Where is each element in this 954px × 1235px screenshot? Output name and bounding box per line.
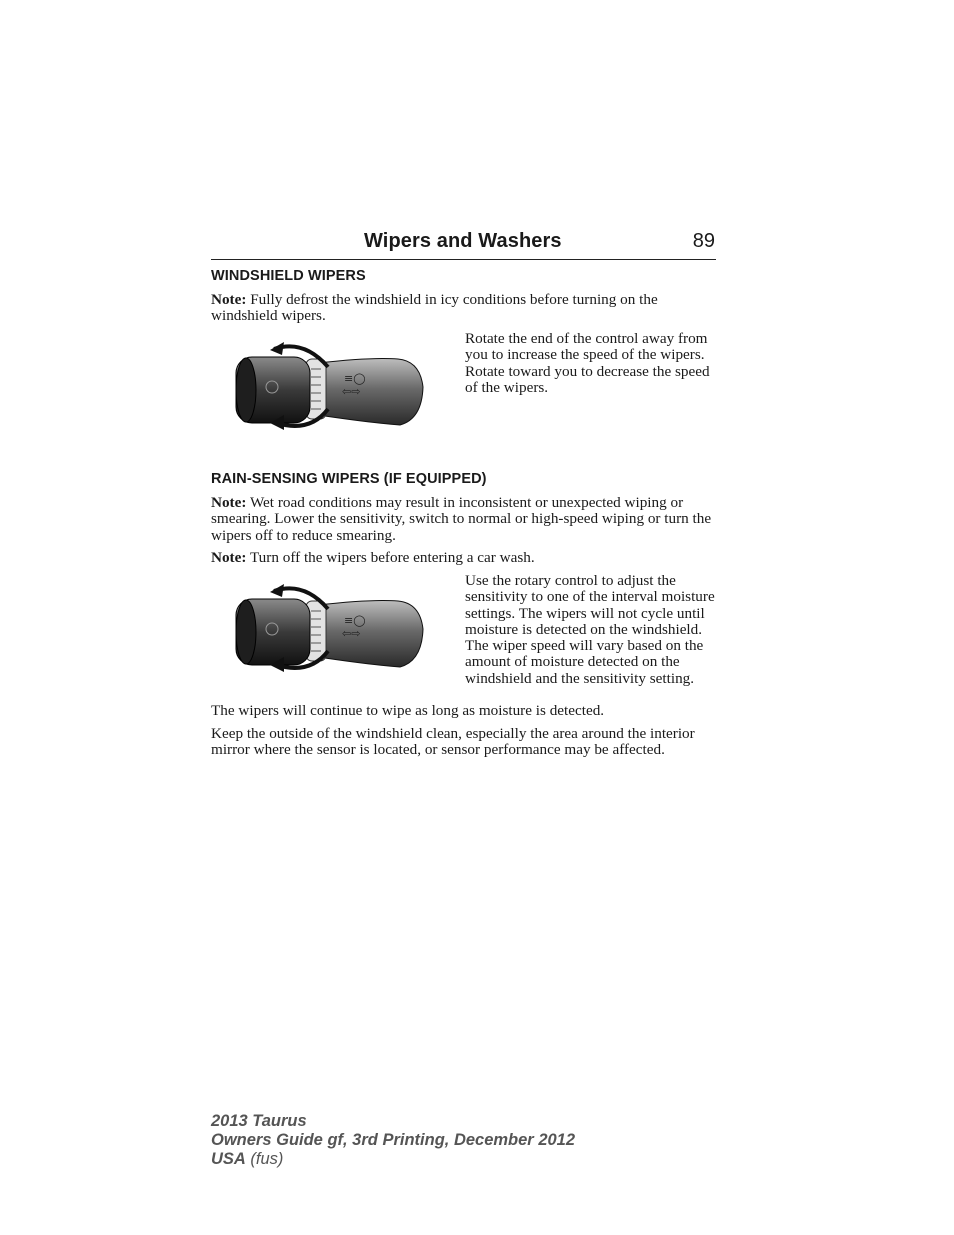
note-text: Turn off the wipers before entering a car wash. — [246, 549, 535, 566]
paragraph-moisture-wipe: The wipers will continue to wipe as long as moisture is detected. — [211, 702, 605, 719]
rain-sensing-rotary-control-illustration — [232, 579, 426, 674]
footer-market — [211, 1150, 575, 1169]
footer-guide-edition: Owners Guide gf, 3rd Printing, December 2012 — [211, 1131, 576, 1149]
svg-text:≡◯: ≡◯ — [344, 372, 366, 385]
note-wet-road — [211, 495, 717, 544]
footer-model: 2013 Taurus — [211, 1112, 307, 1130]
wiper-speed-instructions: Rotate the end of the control away from you to increase the speed of the wipers. Rotate toward you to decrease the speed of the wipers. — [465, 330, 710, 396]
note-car-wash — [211, 550, 717, 566]
section-heading-windshield-wipers: WINDSHIELD WIPERS — [211, 268, 366, 284]
svg-text:⇦⇨: ⇦⇨ — [342, 627, 361, 640]
svg-text:≡◯: ≡◯ — [344, 614, 366, 627]
wiper-control-stalk-illustration — [232, 337, 426, 432]
section-heading-rain-sensing-wipers: RAIN-SENSING WIPERS (IF EQUIPPED) — [211, 471, 487, 487]
note-text: Fully defrost the windshield in icy conditions before turning on the windshield wipers. — [211, 291, 658, 325]
rotary-sensitivity-instructions: Use the rotary control to adjust the sensitivity to one of the interval moisture settings. The wipers will not cycle until moisture is detected on the windshield. The wiper speed will vary based on the amount of moisture detected on the windshield and the sensitivity setting. — [465, 572, 715, 687]
note-label: Note: — [211, 494, 247, 511]
page-header — [211, 229, 716, 260]
svg-text:⇦⇨: ⇦⇨ — [342, 385, 361, 398]
page-footer — [211, 1112, 575, 1169]
chapter-title: Wipers and Washers — [364, 230, 562, 252]
page-number: 89 — [692, 230, 715, 252]
note-text: Wet road conditions may result in inconsistent or unexpected wiping or smearing. Lower the sensitivity, switch to normal or high-speed wiping or turn the wipers off to reduce smearing. — [211, 494, 712, 544]
note-defrost — [211, 292, 717, 325]
paragraph-keep-windshield-clean: Keep the outside of the windshield clean, especially the area around the interior mirror where the sensor is located, or sensor performance may be affected. — [211, 725, 695, 759]
footer-region-code: (fus) — [245, 1150, 284, 1168]
footer-region: USA — [211, 1150, 246, 1168]
note-label: Note: — [211, 549, 247, 566]
note-label: Note: — [211, 291, 247, 308]
